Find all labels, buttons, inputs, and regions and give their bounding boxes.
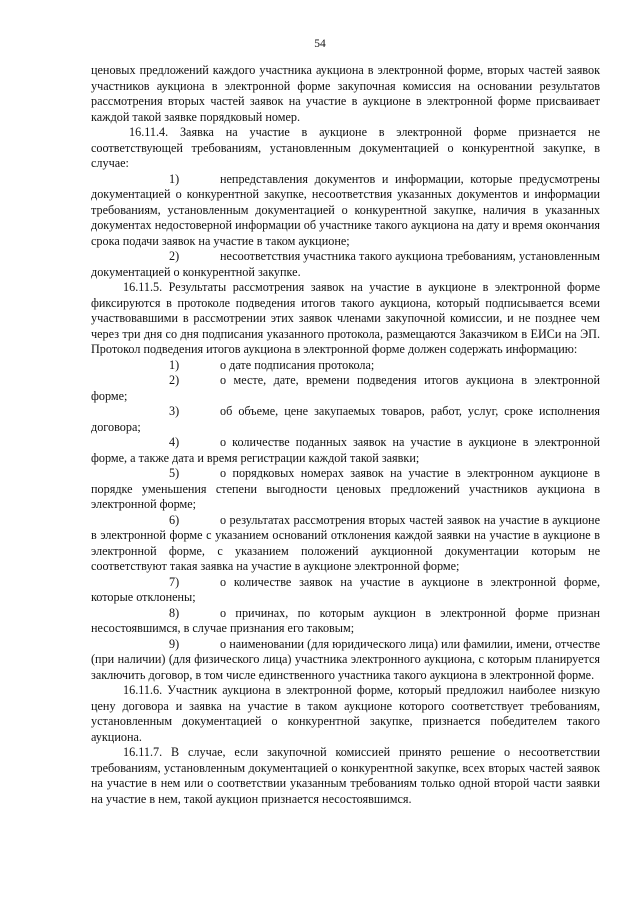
- list-item: [91, 435, 600, 466]
- list-item: [91, 172, 600, 250]
- document-body: [91, 63, 600, 807]
- list-item-number: 8): [169, 605, 180, 620]
- section-16-11-7-paragraph: 16.11.7. В случае, если закупочной комиссией принято решение о несоответствии требованиям, установленным документацией о конкурентной закупке, всех вторых частей заявок на участие в нем или о соответствии указанным требованиям только одной второй части заявки на участие в нем, такой аукцион признается несостоявшимся.: [91, 745, 600, 806]
- list-item-text: о порядковых номерах заявок на участие в электронном аукционе в порядке уменьшения степени выгодности ценовых предложений участников аукциона в электронной форме;: [91, 466, 600, 511]
- list-item-number: 5): [169, 466, 180, 480]
- list-item-text: о результатах рассмотрения вторых частей заявок на участие в аукционе в электронной форме с указанием оснований отклонения каждой заявки на участие в аукционе в электронной форме, с указанием положений аукционной документации которым не соответствуют такая заявка на участие в аукционе электронной форме;: [91, 512, 600, 573]
- list-item-text: несоответствия участника такого аукциона требованиям, установленным документацией о конкурентной закупке.: [91, 249, 600, 279]
- list-item-number: 1): [169, 171, 180, 186]
- list-item-text: о наименовании (для юридического лица) или фамилии, имени, отчестве (при наличии) (для физического лица) участника электронного аукциона, с которым планируется заключить договор, в том числе единственного участника такого аукциона в электронной форме.: [91, 636, 600, 682]
- list-item-text: о дате подписания протокола;: [220, 357, 375, 372]
- list-item: [91, 606, 600, 637]
- list-item-number: 1): [169, 357, 180, 372]
- list-item-number: 3): [169, 404, 180, 418]
- list-item-text: об объеме, цене закупаемых товаров, работ, услуг, сроке исполнения договора;: [91, 404, 600, 434]
- list-item-text: непредставления документов и информации, которые предусмотрены документацией о конкурентной закупке, несоответствия указанных документов и информации требованиям, установленным документацией о конкурентной закупке, наличия в указанных документах недостоверной информации об участнике такого аукциона на дату и время окончания срока подачи заявок на участие в таком аукционе;: [91, 171, 600, 248]
- list-item: [91, 513, 600, 575]
- list-item-number: 2): [169, 249, 180, 263]
- list-item: [91, 404, 600, 435]
- section-16-11-4-heading: 16.11.4. Заявка на участие в аукционе в электронной форме признается не соответствующей требованиям, установленным документацией о конкурентной закупке, в случае:: [91, 125, 600, 170]
- list-item-number: 6): [169, 512, 180, 527]
- list-item-text: о причинах, по которым аукцион в электронной форме признан несостоявшимся, в случае признания его таковым;: [91, 605, 600, 635]
- list-item: [91, 373, 600, 404]
- list-item-text: о количестве поданных заявок на участие в аукционе в электронной форме, а также дата и время регистрации каждой такой заявки;: [91, 435, 600, 465]
- list-item-number: 9): [169, 636, 180, 651]
- list-item: [91, 249, 600, 280]
- section-16-11-5-heading: 16.11.5. Результаты рассмотрения заявок на участие в аукционе в электронной форме фиксируются в протоколе подведения итогов такого аукциона, который подписывается всеми участвовавшими в рассмотрении этих заявок членами закупочной комиссии, и не позднее чем через три дня со дня подписания указанного протокола, размещаются Заказчиком в ЕИСи на ЭП. Протокол подведения итогов аукциона в электронной форме должен содержать информацию:: [91, 280, 600, 356]
- page-number: 54: [314, 38, 326, 50]
- list-item: [91, 637, 600, 684]
- list-item: [91, 575, 600, 606]
- intro-paragraph: ценовых предложений каждого участника аукциона в электронной форме, вторых частей заявок участников аукциона в электронной форме закупочная комиссия на основании результатов рассмотрения вторых частей заявок на участие в аукционе в электронной форме присваивает каждой такой заявке порядковый номер.: [91, 63, 600, 124]
- list-item: [91, 358, 600, 374]
- list-item-text: о месте, дате, времени подведения итогов аукциона в электронной форме;: [91, 373, 600, 403]
- list-item-number: 2): [169, 373, 180, 387]
- list-item-number: 4): [169, 435, 180, 449]
- list-item: [91, 466, 600, 513]
- list-item-text: о количестве заявок на участие в аукционе в электронной форме, которые отклонены;: [91, 574, 600, 604]
- list-item-number: 7): [169, 574, 180, 589]
- section-16-11-6-paragraph: 16.11.6. Участник аукциона в электронной форме, который предложил наиболее низкую цену договора и заявка на участие в таком аукционе которого соответствует требованиям, установленным документацией о конкурентной закупке, признается победителем такого аукциона.: [91, 683, 600, 744]
